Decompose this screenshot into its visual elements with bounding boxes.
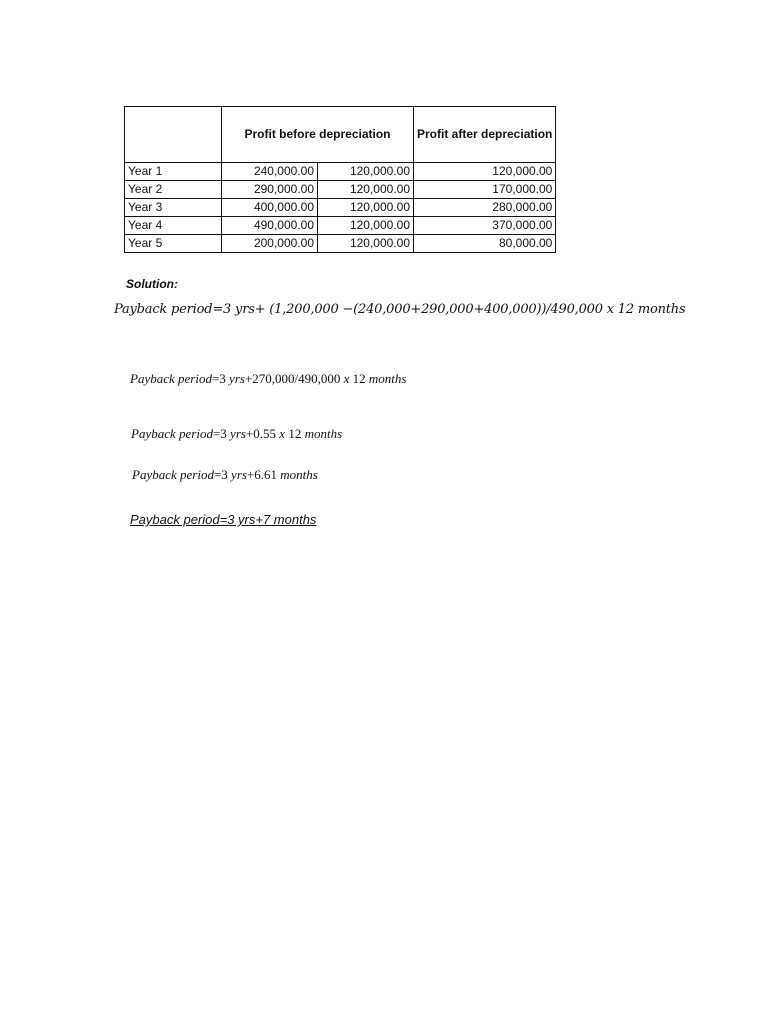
eq-lhs: Payback period — [131, 426, 213, 441]
eq-unit: months — [280, 467, 318, 482]
eq-yrs: yrs — [230, 426, 246, 441]
eq-rhs: +6.61 — [246, 467, 281, 482]
profit-before-cell: 490,000.00 — [222, 217, 318, 235]
year-cell: Year 4 — [125, 217, 222, 235]
eq-mid: =3 — [211, 371, 230, 386]
depreciation-cell: 120,000.00 — [318, 163, 414, 181]
eq-n: 12 — [352, 371, 369, 386]
eq-x: x — [343, 371, 353, 386]
eq-rhs: +270,000/490,000 — [244, 371, 344, 386]
payback-equation-main: Payback period=3 yrs+ (1,200,000 −(240,000+290,000+400,000))/490,000 x 12 months — [114, 302, 686, 317]
table-row — [125, 163, 556, 181]
table-row — [125, 199, 556, 217]
profit-after-cell: 170,000.00 — [414, 181, 556, 199]
payback-equation-step-1 — [130, 371, 406, 387]
payback-final-answer: Payback period=3 yrs+7 months — [130, 512, 317, 527]
profit-before-cell: 240,000.00 — [222, 163, 318, 181]
profit-after-cell: 120,000.00 — [414, 163, 556, 181]
eq-mid: =3 — [213, 467, 232, 482]
eq-yrs: yrs — [231, 467, 247, 482]
year-cell: Year 3 — [125, 199, 222, 217]
table-row — [125, 235, 556, 253]
eq-mid: =3 — [212, 426, 231, 441]
year-cell: Year 5 — [125, 235, 222, 253]
eq-n: 12 — [288, 426, 305, 441]
eq-rhs: +0.55 — [245, 426, 277, 441]
table-row — [125, 217, 556, 235]
eq-unit: months — [368, 371, 407, 386]
table-header-row — [125, 107, 556, 163]
eq-x: x — [276, 426, 289, 441]
profit-before-cell: 400,000.00 — [222, 199, 318, 217]
depreciation-cell: 120,000.00 — [318, 217, 414, 235]
solution-label: Solution: — [126, 277, 178, 291]
payback-equation-step-3 — [132, 467, 318, 483]
eq-yrs: yrs — [229, 371, 245, 386]
depreciation-cell: 120,000.00 — [318, 199, 414, 217]
profit-after-cell: 80,000.00 — [414, 235, 556, 253]
profit-before-cell: 200,000.00 — [222, 235, 318, 253]
table-header-blank — [125, 107, 222, 163]
payback-equation-step-2 — [131, 426, 342, 442]
profit-after-cell: 280,000.00 — [414, 199, 556, 217]
year-cell: Year 1 — [125, 163, 222, 181]
year-cell: Year 2 — [125, 181, 222, 199]
profit-before-cell: 290,000.00 — [222, 181, 318, 199]
profit-table — [124, 106, 556, 253]
eq-lhs: Payback period — [130, 371, 212, 386]
depreciation-cell: 120,000.00 — [318, 235, 414, 253]
eq-lhs: Payback period — [132, 467, 214, 482]
table-header-profit-before-depreciation: Profit before depreciation — [222, 107, 414, 163]
depreciation-cell: 120,000.00 — [318, 181, 414, 199]
table-row — [125, 181, 556, 199]
table-header-profit-after-depreciation: Profit after depreciation — [414, 107, 556, 163]
eq-unit: months — [304, 426, 343, 441]
profit-after-cell: 370,000.00 — [414, 217, 556, 235]
